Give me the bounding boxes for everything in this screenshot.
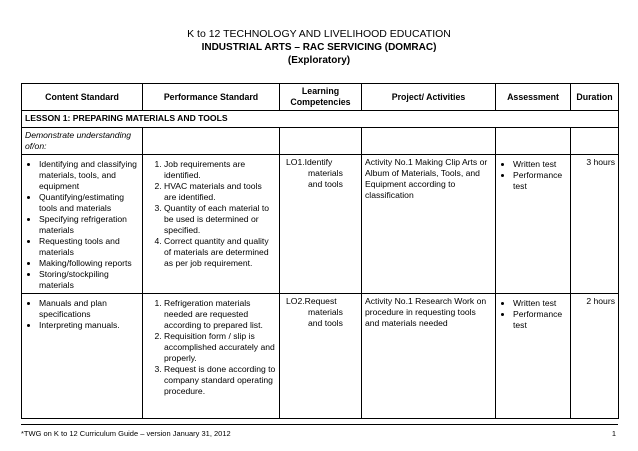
list-item: • Performance test bbox=[513, 170, 567, 192]
lesson-row bbox=[22, 111, 619, 128]
intro-row bbox=[22, 128, 619, 155]
list-item: • Making/following reports bbox=[39, 258, 139, 269]
document-subtitle: INDUSTRIAL ARTS – RAC SERVICING (DOMRAC) bbox=[201, 42, 437, 53]
duration-cell: 3 hours bbox=[571, 155, 619, 294]
list-item: 3. Request is done according to company standard operating procedure. bbox=[164, 364, 276, 397]
activity-cell: Activity No.1 Making Clip Arts or Album of Materials, Tools, and Equipment according to classification bbox=[362, 155, 496, 294]
list-item: 1. Job requirements are identified. bbox=[164, 159, 276, 181]
learning-competency-cell: LO2.Request materials and tools bbox=[280, 294, 362, 419]
list-item: • Manuals and plan specifications bbox=[39, 298, 139, 320]
curriculum-table bbox=[21, 83, 619, 419]
performance-standard-cell bbox=[143, 294, 280, 419]
table-row bbox=[22, 294, 619, 419]
col-duration: Duration bbox=[571, 84, 619, 111]
intro-empty bbox=[362, 128, 496, 155]
intro-empty bbox=[496, 128, 571, 155]
list-item: • Written test bbox=[513, 159, 567, 170]
content-standard-cell bbox=[22, 294, 143, 419]
list-item: 2. HVAC materials and tools are identified. bbox=[164, 181, 276, 203]
list-item: • Specifying refrigeration materials bbox=[39, 214, 139, 236]
learning-competency-cell: LO1.Identify materials and tools bbox=[280, 155, 362, 294]
duration-cell: 2 hours bbox=[571, 294, 619, 419]
table-row bbox=[22, 155, 619, 294]
page-number: 1 bbox=[611, 429, 616, 438]
col-assessment: Assessment bbox=[496, 84, 571, 111]
list-item: • Identifying and classifying materials, tools, and equipment bbox=[39, 159, 139, 192]
content-standard-cell bbox=[22, 155, 143, 294]
intro-empty bbox=[143, 128, 280, 155]
list-item: • Requesting tools and materials bbox=[39, 236, 139, 258]
intro-empty bbox=[280, 128, 362, 155]
list-item: • Performance test bbox=[513, 309, 567, 331]
col-content-standard: Content Standard bbox=[22, 84, 143, 111]
footer-text: *TWG on K to 12 Curriculum Guide – version January 31, 2012 bbox=[21, 429, 231, 438]
footer-divider bbox=[21, 424, 618, 425]
intro-text: Demonstrate understanding of/on: bbox=[22, 128, 143, 155]
list-item: • Storing/stockpiling materials bbox=[39, 269, 139, 291]
col-learning-competencies: Learning Competencies bbox=[280, 84, 362, 111]
col-project-activities: Project/ Activities bbox=[362, 84, 496, 111]
activity-cell: Activity No.1 Research Work on procedure in requesting tools and materials needed bbox=[362, 294, 496, 419]
intro-empty bbox=[571, 128, 619, 155]
table-header-row bbox=[22, 84, 619, 111]
list-item: • Interpreting manuals. bbox=[39, 320, 139, 331]
document-note: (Exploratory) bbox=[287, 55, 351, 66]
performance-standard-cell bbox=[143, 155, 280, 294]
list-item: • Written test bbox=[513, 298, 567, 309]
col-performance-standard: Performance Standard bbox=[143, 84, 280, 111]
assessment-cell bbox=[496, 294, 571, 419]
list-item: 4. Correct quantity and quality of materials are determined as per job requirement. bbox=[164, 236, 276, 269]
list-item: 1. Refrigeration materials needed are requested according to prepared list. bbox=[164, 298, 276, 331]
document-title: K to 12 TECHNOLOGY AND LIVELIHOOD EDUCATION bbox=[187, 28, 451, 40]
list-item: 2. Requisition form / slip is accomplished accurately and properly. bbox=[164, 331, 276, 364]
lesson-title: LESSON 1: PREPARING MATERIALS AND TOOLS bbox=[22, 111, 619, 128]
list-item: 3. Quantity of each material to be used is determined or specified. bbox=[164, 203, 276, 236]
assessment-cell bbox=[496, 155, 571, 294]
list-item: • Quantifying/estimating tools and materials bbox=[39, 192, 139, 214]
